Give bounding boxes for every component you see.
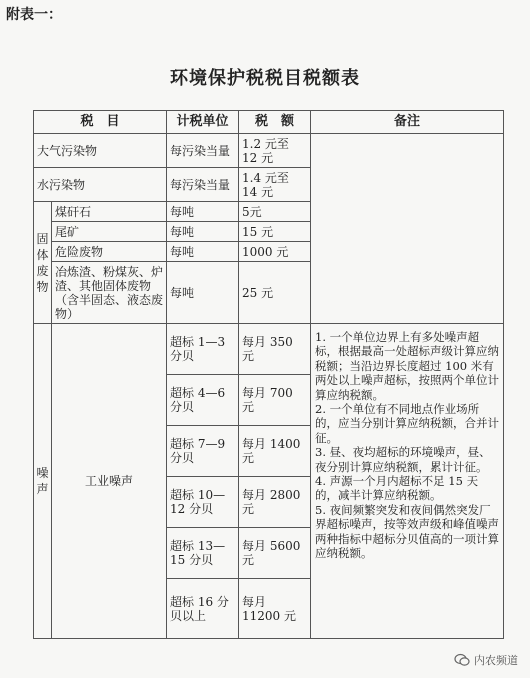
header-amount: 税 额 bbox=[239, 111, 311, 134]
row-amount: 每月 5600 元 bbox=[239, 528, 311, 579]
row-item: 冶炼渣、粉煤灰、炉渣、其他固体废物（含半固态、液态废物） bbox=[52, 262, 167, 324]
row-amount: 1.4 元至 14 元 bbox=[239, 168, 311, 202]
header-item: 税 目 bbox=[34, 111, 167, 134]
row-amount: 每月 1400 元 bbox=[239, 426, 311, 477]
remarks-empty bbox=[311, 134, 504, 324]
row-unit: 每污染当量 bbox=[167, 168, 239, 202]
remark-item: 1. 一个单位边界上有多处噪声超标，根据最高一处超标声级计算应纳税额；当沿边界长度超过 100 米有两处以上噪声超标，按照两个单位计算应纳税额。 bbox=[315, 330, 500, 402]
watermark bbox=[454, 652, 518, 668]
row-item: 工业噪声 bbox=[52, 324, 167, 639]
remark-item: 2. 一个单位有不同地点作业场所的，应当分别计算应纳税额，合并计征。 bbox=[315, 402, 500, 445]
remark-item: 5. 夜间频繁突发和夜间偶然突发厂界超标噪声，按等效声级和峰值噪声两种指标中超标分贝值高的一项计算应纳税额。 bbox=[315, 502, 500, 561]
remark-item: 4. 声源一个月内超标不足 15 天的，减半计算应纳税额。 bbox=[315, 474, 479, 503]
row-item: 煤矸石 bbox=[52, 202, 167, 222]
row-item: 大气污染物 bbox=[34, 134, 167, 168]
row-item: 尾矿 bbox=[52, 222, 167, 242]
row-unit: 每吨 bbox=[167, 262, 239, 324]
row-amount: 1000 元 bbox=[239, 242, 311, 262]
row-unit: 每吨 bbox=[167, 202, 239, 222]
page-title: 环境保护税税目税额表 bbox=[170, 68, 360, 89]
row-unit: 每污染当量 bbox=[167, 134, 239, 168]
watermark-text: 内农频道 bbox=[474, 654, 518, 667]
row-unit: 每吨 bbox=[167, 222, 239, 242]
row-amount: 15 元 bbox=[239, 222, 311, 242]
row-unit: 超标 13—15 分贝 bbox=[167, 528, 239, 579]
annex-label: 附表一： bbox=[6, 7, 62, 23]
row-amount: 每月 11200 元 bbox=[239, 579, 311, 639]
row-item: 水污染物 bbox=[34, 168, 167, 202]
noise-remarks bbox=[311, 324, 504, 639]
tax-table bbox=[33, 110, 504, 639]
table-row bbox=[34, 134, 504, 168]
table-row bbox=[34, 324, 504, 375]
row-amount: 1.2 元至 12 元 bbox=[239, 134, 311, 168]
row-amount: 5元 bbox=[239, 202, 311, 222]
table-header-row bbox=[34, 111, 504, 134]
row-amount: 25 元 bbox=[239, 262, 311, 324]
remark-item: 3. 昼、夜均超标的环境噪声，昼、夜分别计算应纳税额，累计计征。 bbox=[315, 445, 491, 474]
chat-bubble-icon bbox=[454, 652, 470, 668]
row-unit: 超标 7—9 分贝 bbox=[167, 426, 239, 477]
header-unit: 计税单位 bbox=[167, 111, 239, 134]
row-unit: 超标 1—3 分贝 bbox=[167, 324, 239, 375]
row-unit: 超标 4—6 分贝 bbox=[167, 375, 239, 426]
header-remarks: 备注 bbox=[311, 111, 504, 134]
group-solid-waste: 固体废物 bbox=[34, 202, 52, 324]
row-unit: 每吨 bbox=[167, 242, 239, 262]
row-amount: 每月 700 元 bbox=[239, 375, 311, 426]
row-unit: 超标 10—12 分贝 bbox=[167, 477, 239, 528]
row-unit: 超标 16 分贝以上 bbox=[167, 579, 239, 639]
row-amount: 每月 2800 元 bbox=[239, 477, 311, 528]
group-noise: 噪声 bbox=[34, 324, 52, 639]
row-item: 危险废物 bbox=[52, 242, 167, 262]
row-amount: 每月 350 元 bbox=[239, 324, 311, 375]
